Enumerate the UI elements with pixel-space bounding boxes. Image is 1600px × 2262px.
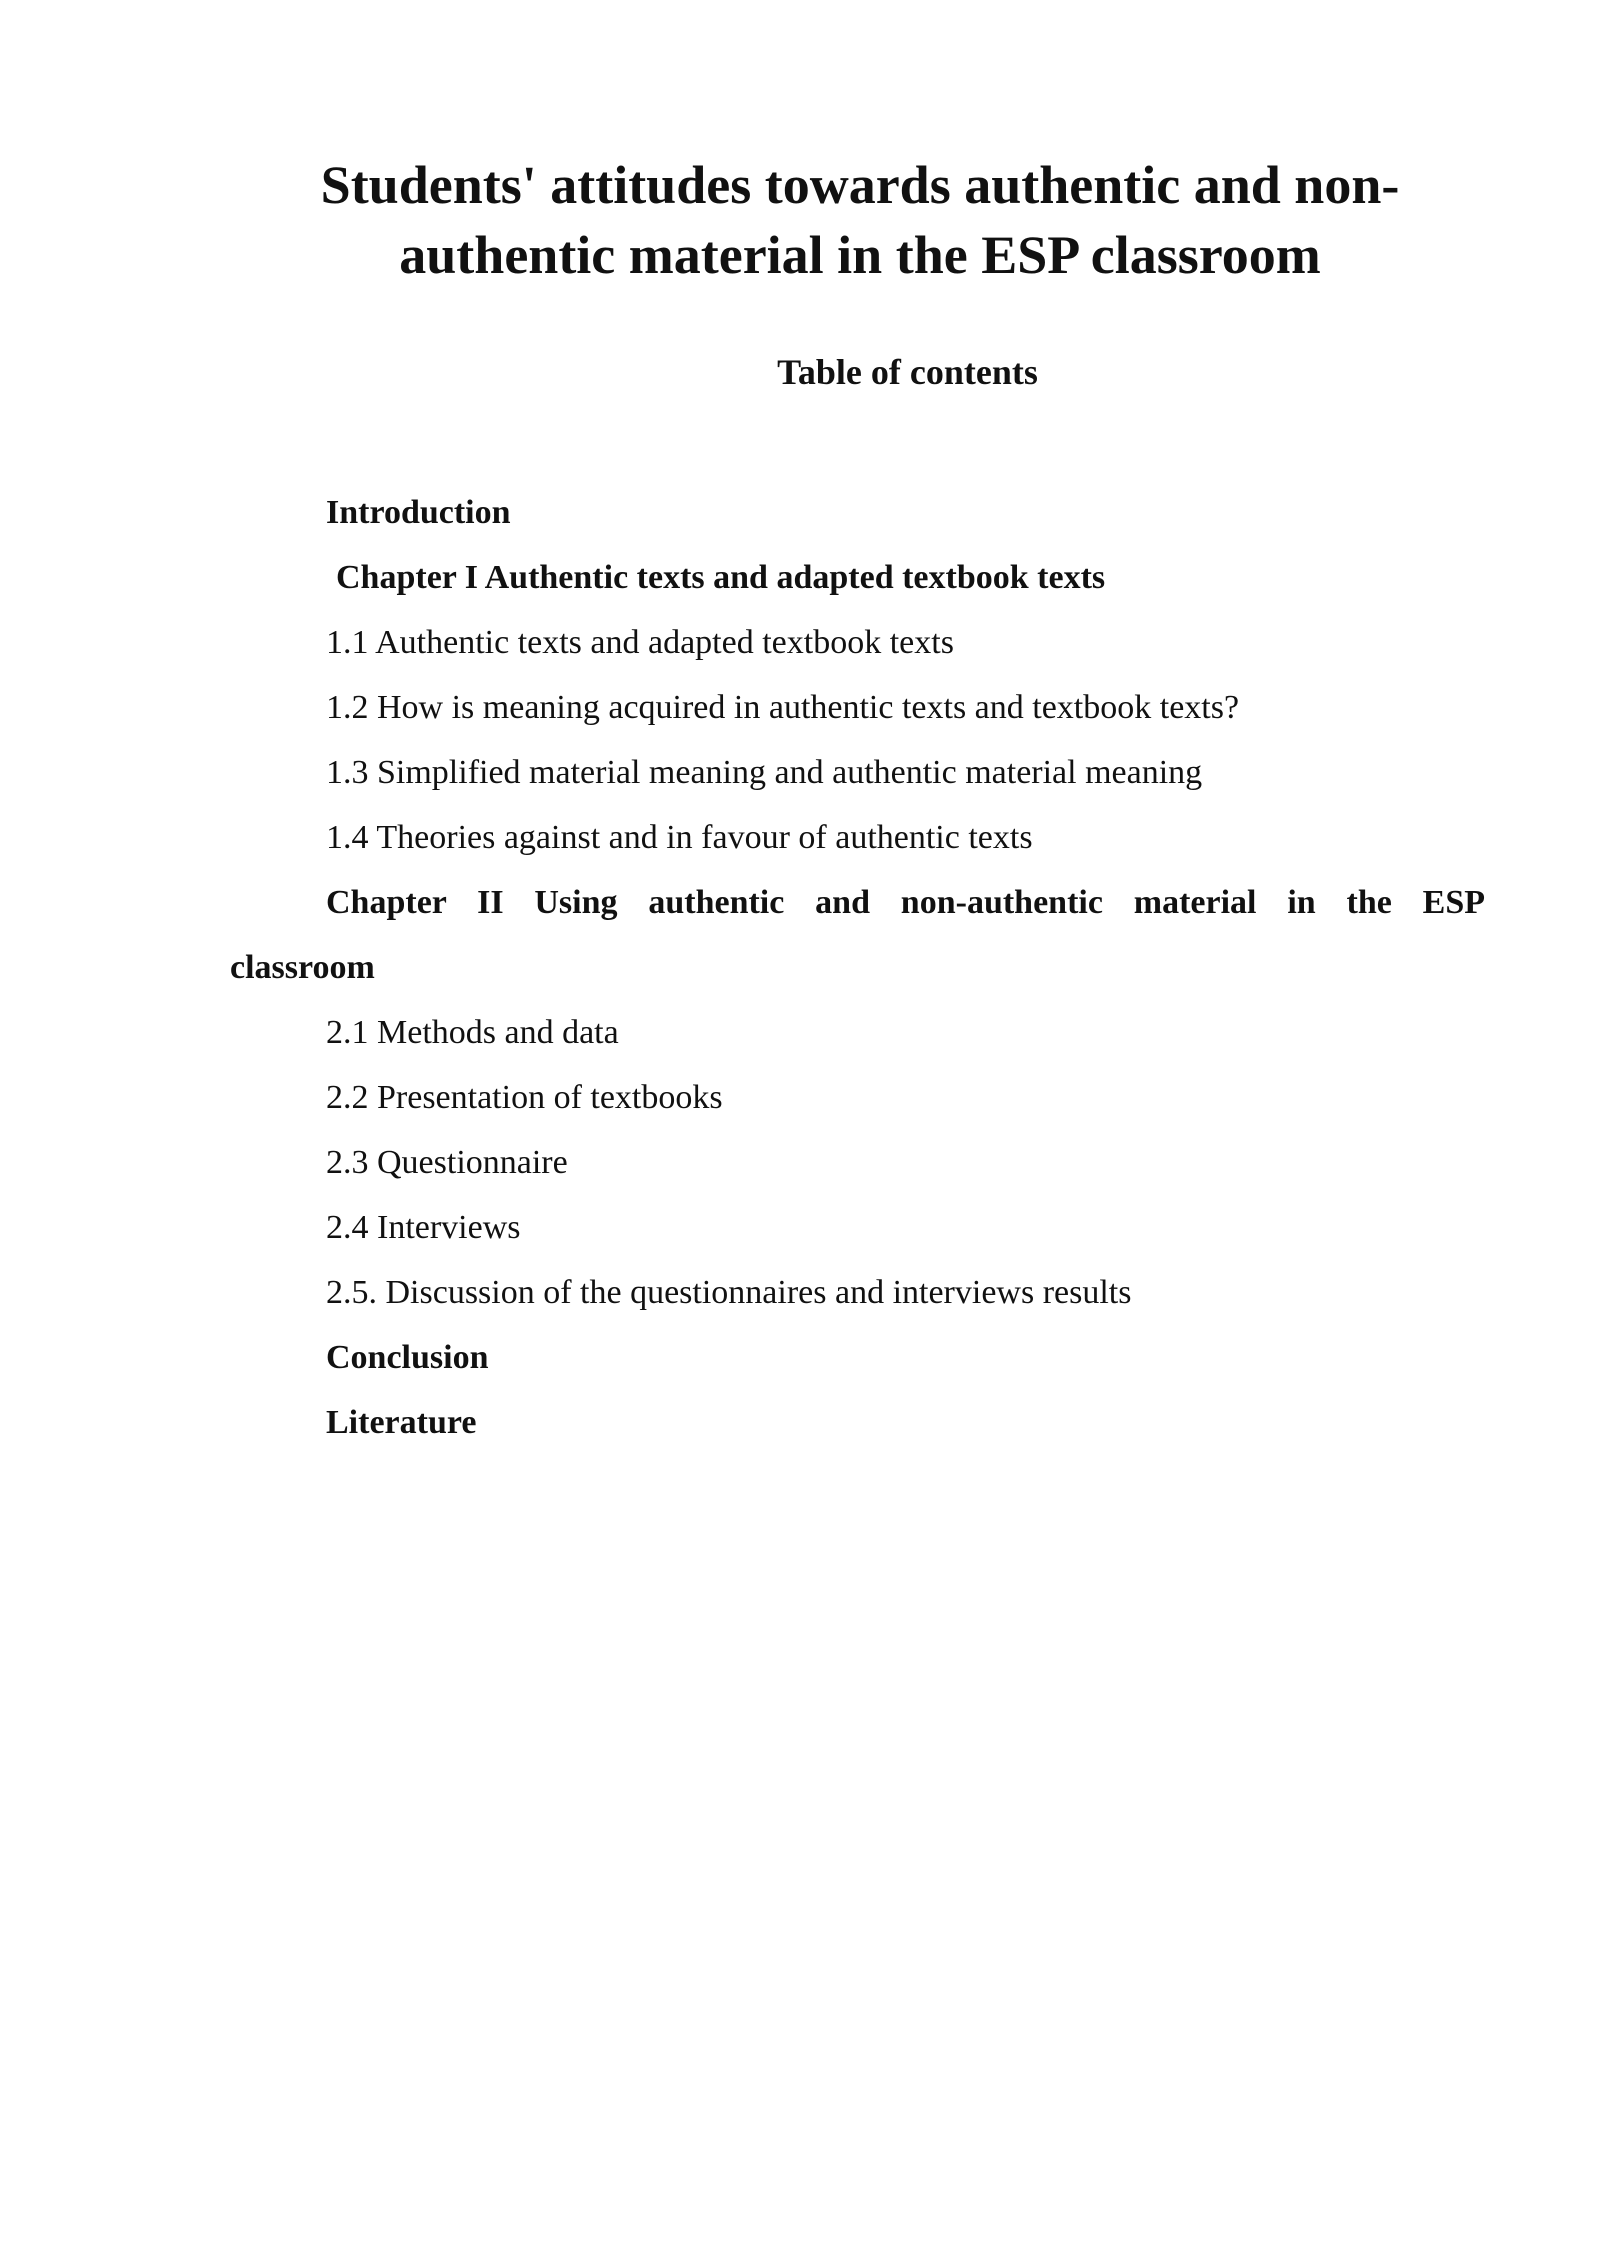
toc-item-introduction: Introduction xyxy=(326,494,511,531)
toc-heading: Table of contents xyxy=(777,352,1038,392)
document-title: Students' attitudes towards authentic and non-authentic material in the ESP classroom xyxy=(320,155,1400,285)
toc-item-2-4: 2.4 Interviews xyxy=(326,1209,521,1246)
toc-item-1-3: 1.3 Simplified material meaning and authentic material meaning xyxy=(326,754,1203,791)
toc-item-literature: Literature xyxy=(326,1404,477,1441)
toc-item-chapter-1: Chapter I Authentic texts and adapted textbook texts xyxy=(336,559,1106,596)
toc-item-2-5: 2.5. Discussion of the questionnaires and interviews results xyxy=(326,1274,1132,1311)
toc-item-1-1: 1.1 Authentic texts and adapted textbook texts xyxy=(326,624,954,661)
toc-item-1-4: 1.4 Theories against and in favour of authentic texts xyxy=(326,819,1033,856)
toc-item-2-1: 2.1 Methods and data xyxy=(326,1014,619,1051)
toc-item-chapter-2: Chapter II Using authentic and non-authentic material in the ESP classroom xyxy=(230,884,1485,986)
toc-item-conclusion: Conclusion xyxy=(326,1339,489,1376)
toc-item-2-2: 2.2 Presentation of textbooks xyxy=(326,1079,723,1116)
table-of-contents xyxy=(230,480,1485,1455)
toc-item-1-2: 1.2 How is meaning acquired in authentic texts and textbook texts? xyxy=(326,689,1240,726)
toc-item-2-3: 2.3 Questionnaire xyxy=(326,1144,568,1181)
